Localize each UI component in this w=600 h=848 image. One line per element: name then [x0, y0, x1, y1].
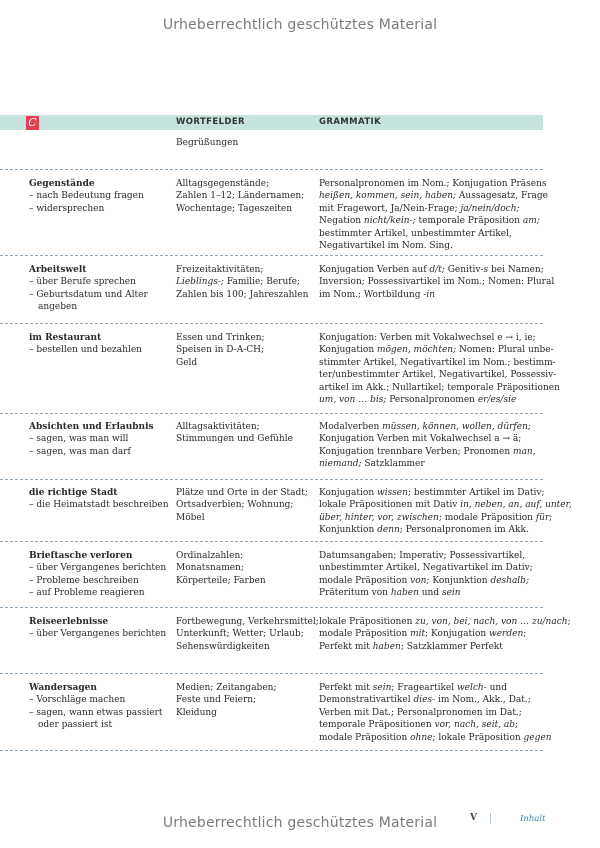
topic-subitem: – Geburtsdatum und Alter angeben	[29, 289, 148, 313]
grammatik-line: Konjugation mögen, möchten; Nomen: Plural unbe-	[319, 345, 554, 356]
column-header-wortfelder: WORTFELDER	[176, 117, 245, 127]
topic-title: die richtige Stadt	[29, 488, 118, 498]
grammatik-line: niemand; Satzklammer	[319, 459, 425, 470]
wortfelder-line: Möbel	[176, 512, 205, 523]
topic-subitem: – Probleme beschreiben	[29, 575, 139, 586]
topic-subitem: – über Vergangenes berichten	[29, 629, 167, 640]
row-separator	[0, 255, 543, 256]
topic-subitem: – sagen, was man darf	[29, 446, 131, 457]
grammatik-cell	[319, 487, 572, 537]
grammatik-cell	[319, 421, 541, 471]
wortfelder-line: Zahlen 1–12; Ländernamen;	[176, 191, 305, 202]
grammatik-line: Konjunktion denn; Personalpronomen im Akk.	[319, 525, 529, 536]
wortfelder-cell	[176, 550, 314, 587]
topic-title: Wandersagen	[29, 683, 97, 693]
grammatik-line: lokale Präpositionen zu, von, bei, nach, von … zu/nach;	[319, 617, 571, 627]
topic-subitem: – sagen, was man will	[29, 434, 129, 445]
wortfelder-cell	[176, 616, 319, 653]
grammatik-line: modale Präposition mit; Konjugation werden;	[319, 629, 527, 640]
grammatik-cell	[319, 332, 560, 406]
wortfelder-line: Freizeitaktivitäten;	[176, 265, 264, 275]
grammatik-line: Modalverben müssen, können, wollen, dürfen;	[319, 422, 531, 432]
table-header-band	[0, 115, 543, 130]
grammatik-line: heißen, kommen, sein, haben; Aussagesatz, Frage	[319, 191, 548, 202]
wortfelder-line: Sehenswürdigkeiten	[176, 641, 270, 652]
grammatik-line: Konjugation: Verben mit Vokalwechsel e → i, ie;	[319, 333, 536, 343]
wortfelder-line: Ordinalzahlen;	[176, 551, 244, 561]
wortfelder-line: Alltagsgegenstände;	[176, 179, 270, 189]
topic-cell	[29, 616, 169, 641]
grammatik-line: stimmter Artikel, Negativartikel im Nom.; bestimm-	[319, 357, 556, 368]
grammatik-line: modale Präposition ohne; lokale Präposition gegen	[319, 732, 552, 743]
grammatik-line: Konjugation Verben mit Vokalwechsel a → ä;	[319, 434, 522, 445]
grammatik-line: Konjugation Verben auf d/t; Genitiv-s bei Namen;	[319, 265, 544, 275]
topic-cell	[29, 332, 169, 357]
grammatik-line: Konjugation wissen; bestimmter Artikel im Dativ;	[319, 488, 545, 498]
topic-subitem: – widersprechen	[29, 203, 105, 214]
grammatik-line: über, hinter, vor, zwischen; modale Präposition für;	[319, 512, 553, 523]
footer-divider	[490, 813, 491, 824]
copyright-watermark-top: Urheberrechtlich geschütztes Material	[162, 17, 438, 33]
grammatik-line: um, von … bis; Personalpronomen er/es/sie	[319, 395, 517, 406]
topic-title: Reiseerlebnisse	[29, 617, 109, 627]
wortfelder-line: Essen und Trinken;	[176, 333, 265, 343]
contents-link[interactable]: Inhalt	[520, 814, 546, 824]
topic-title: Arbeitswelt	[29, 265, 87, 275]
row-separator	[0, 673, 543, 674]
topic-cell	[29, 550, 169, 600]
topic-cell	[29, 421, 169, 458]
row-separator	[0, 607, 543, 608]
grammatik-line: unbestimmter Artikel, Negativartikel im Dativ;	[319, 563, 533, 574]
wortfelder-line: Kleidung	[176, 707, 217, 718]
wortfelder-cell	[176, 332, 314, 369]
grammatik-line: Perfekt mit haben; Satzklammer Perfekt	[319, 641, 503, 652]
wortfelder-cell	[176, 682, 314, 719]
wortfelder-line: Medien; Zeitangaben;	[176, 683, 277, 693]
wortfelder-line: Ortsadverbien; Wohnung;	[176, 500, 294, 511]
wortfelder-line: Stimmungen und Gefühle	[176, 434, 293, 445]
row-separator	[0, 479, 543, 480]
grammatik-line: lokale Präpositionen mit Dativ in, neben, an, auf, unter,	[319, 500, 572, 511]
grammatik-line: Perfekt mit sein; Frageartikel welch- und	[319, 683, 507, 693]
grammatik-cell	[319, 264, 555, 301]
topic-title: Brieftasche verloren	[29, 551, 133, 561]
grammatik-line: Datumsangaben; Imperativ; Possessivartikel,	[319, 551, 526, 561]
topic-cell	[29, 487, 169, 512]
grammatik-line: Negation nicht/kein-; temporale Präposition am;	[319, 216, 540, 227]
grammatik-line: ter/unbestimmter Artikel, Negativartikel, Possessiv-	[319, 370, 557, 381]
grammatik-line: im Nom.; Wortbildung -in	[319, 289, 436, 300]
wortfelder-line: Wochentage; Tageszeiten	[176, 203, 293, 214]
grammatik-cell	[319, 616, 571, 653]
row-separator	[0, 323, 543, 324]
grammatik-line: Demonstrativartikel dies- im Nom., Akk., Dat.;	[319, 695, 531, 706]
topic-subitem: – über Berufe sprechen	[29, 277, 136, 288]
topic-subitem: – sagen, wann etwas passiert oder passiert ist	[29, 707, 163, 731]
wortfelder-line: Plätze und Orte in der Stadt;	[176, 488, 308, 498]
row-separator	[0, 169, 543, 170]
copyright-watermark-bottom: Urheberrechtlich geschütztes Material	[162, 815, 438, 831]
grammatik-line: artikel im Akk.; Nullartikel; temporale Präpositionen	[319, 382, 560, 393]
wortfelder-line: Speisen in D-A-CH;	[176, 345, 265, 356]
topic-subitem: – Vorschläge machen	[29, 695, 126, 706]
grammatik-line: Verben mit Dat.; Personalpronomen im Dat.;	[319, 707, 522, 718]
wortfelder-line: Unterkunft; Wetter; Urlaub;	[176, 629, 304, 640]
topic-cell	[29, 178, 169, 215]
wortfelder-cell	[176, 178, 314, 215]
intro-wortfelder: Begrüßungen	[176, 138, 239, 148]
grammatik-line: Personalpronomen im Nom.; Konjugation Präsens	[319, 179, 547, 189]
grammatik-line: mit Fragewort, Ja/Nein-Frage; ja/nein/doch;	[319, 203, 520, 214]
row-separator	[0, 750, 543, 751]
row-separator	[0, 541, 543, 542]
topic-subitem: – bestellen und bezahlen	[29, 345, 142, 356]
topic-cell	[29, 682, 169, 732]
grammatik-line: Inversion; Possessivartikel im Nom.; Nomen: Plural	[319, 277, 555, 288]
row-separator	[0, 413, 543, 414]
wortfelder-line: Lieblings-; Familie; Berufe;	[176, 277, 300, 288]
topic-title: Gegenstände	[29, 179, 95, 189]
topic-subitem: – nach Bedeutung fragen	[29, 191, 144, 202]
wortfelder-line: Körperteile; Farben	[176, 575, 266, 586]
wortfelder-line: Geld	[176, 357, 198, 368]
grammatik-line: temporale Präpositionen vor, nach, seit, ab;	[319, 720, 519, 731]
page-number: V	[470, 813, 477, 823]
topic-title: Absichten und Erlaubnis	[29, 422, 154, 432]
grammatik-line: modale Präposition von; Konjunktion deshalb;	[319, 575, 529, 586]
topic-subitem: – auf Probleme reagieren	[29, 588, 145, 599]
topic-cell	[29, 264, 169, 314]
topic-subitem: – die Heimatstadt beschreiben	[29, 500, 169, 511]
topic-title: im Restaurant	[29, 333, 102, 343]
wortfelder-line: Alltagsaktivitäten;	[176, 422, 260, 432]
grammatik-cell	[319, 550, 541, 600]
wortfelder-cell	[176, 264, 314, 301]
wortfelder-line: Feste und Feiern;	[176, 695, 257, 706]
grammatik-cell	[319, 682, 552, 744]
topic-subitem: – über Vergangenes berichten	[29, 563, 167, 574]
grammatik-cell	[319, 178, 548, 252]
grammatik-line: Konjugation trennbare Verben; Pronomen man,	[319, 446, 536, 457]
wortfelder-line: Monatsnamen;	[176, 563, 244, 574]
grammatik-line: Präteritum von haben und sein	[319, 588, 461, 599]
wortfelder-cell	[176, 421, 314, 446]
wortfelder-cell	[176, 487, 314, 524]
grammatik-line: bestimmter Artikel, unbestimmter Artikel,	[319, 228, 512, 239]
column-header-grammatik: GRAMMATIK	[319, 117, 382, 127]
wortfelder-line: Zahlen bis 100; Jahreszahlen	[176, 289, 309, 300]
grammatik-line: Negativartikel im Nom. Sing.	[319, 241, 453, 252]
chapter-badge: C	[26, 116, 39, 130]
wortfelder-line: Fortbewegung, Verkehrsmittel;	[176, 617, 319, 627]
